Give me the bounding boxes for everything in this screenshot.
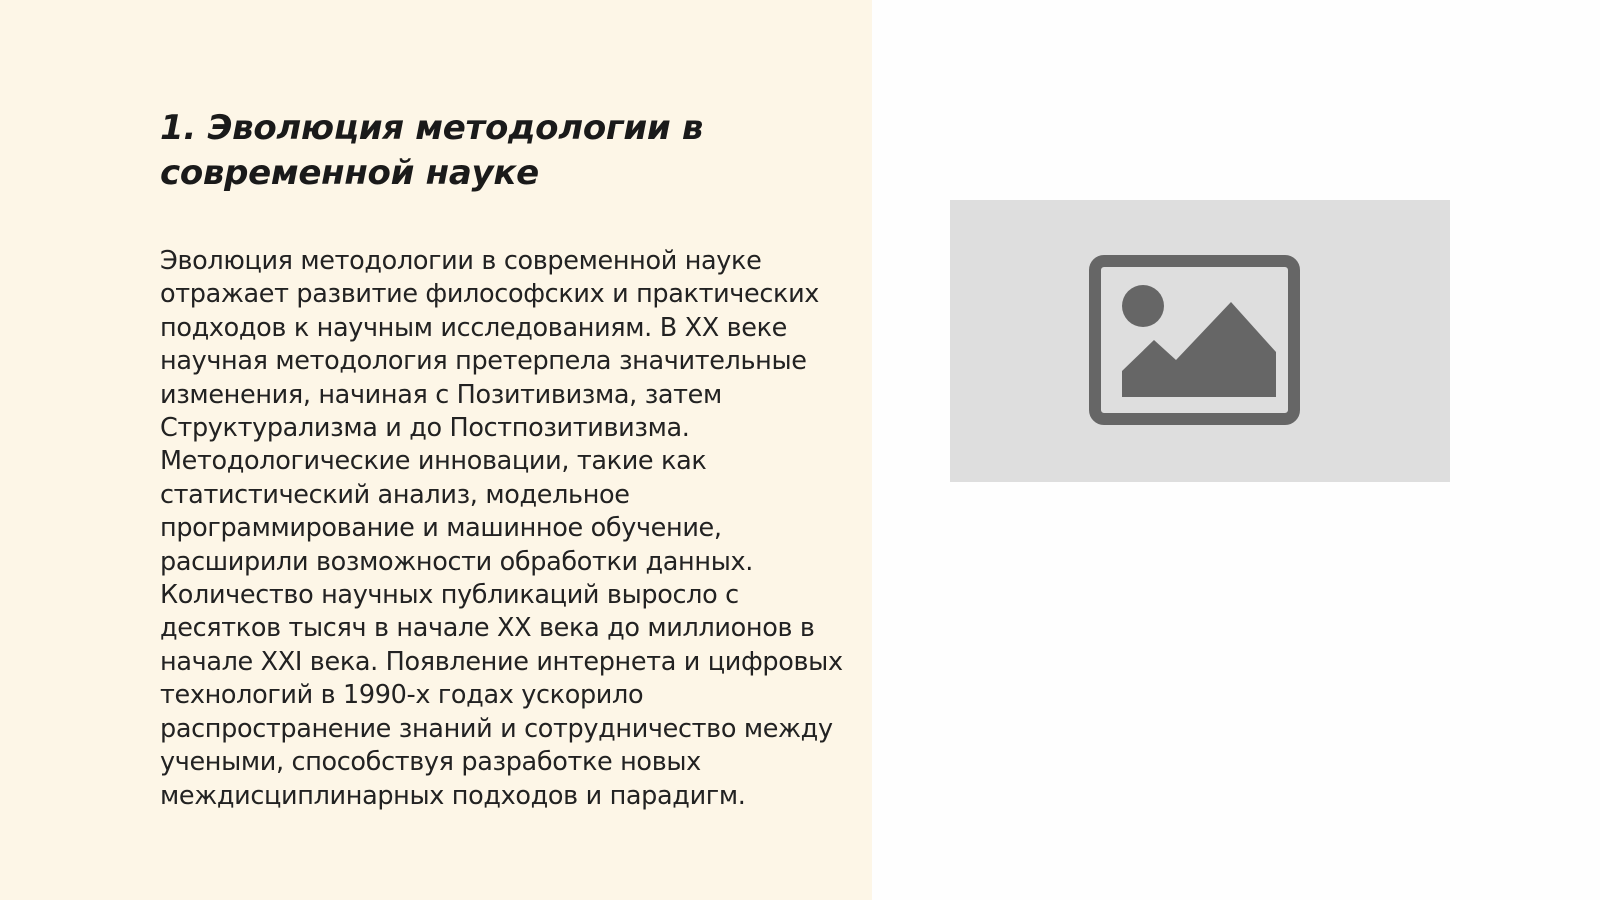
image-placeholder[interactable]	[950, 200, 1450, 482]
image-placeholder-icon	[950, 200, 1450, 482]
slide-body-text: Эволюция методологии в современной науке отражает развитие философских и практических подходов к научным исследованиям. В XX веке научная методология претерпела значительные изменения, начиная с Позитивизма, затем Структурализма и до Постпозитивизма. Методологические инновации, такие как статистический анализ, модельное программирование и машинное обучение, расширили возможности обработки данных. Количество научных публикаций выросло с десятков тысяч в начале XX века до миллионов в начале XXI века. Появление интернета и цифровых технологий в 1990-х годах ускорило распространение знаний и сотрудничество между учеными, способствуя разработке новых междисциплинарных подходов и парадигм.	[160, 246, 843, 811]
slide-title: 1. Эволюция методологии в современной науке	[160, 108, 704, 193]
